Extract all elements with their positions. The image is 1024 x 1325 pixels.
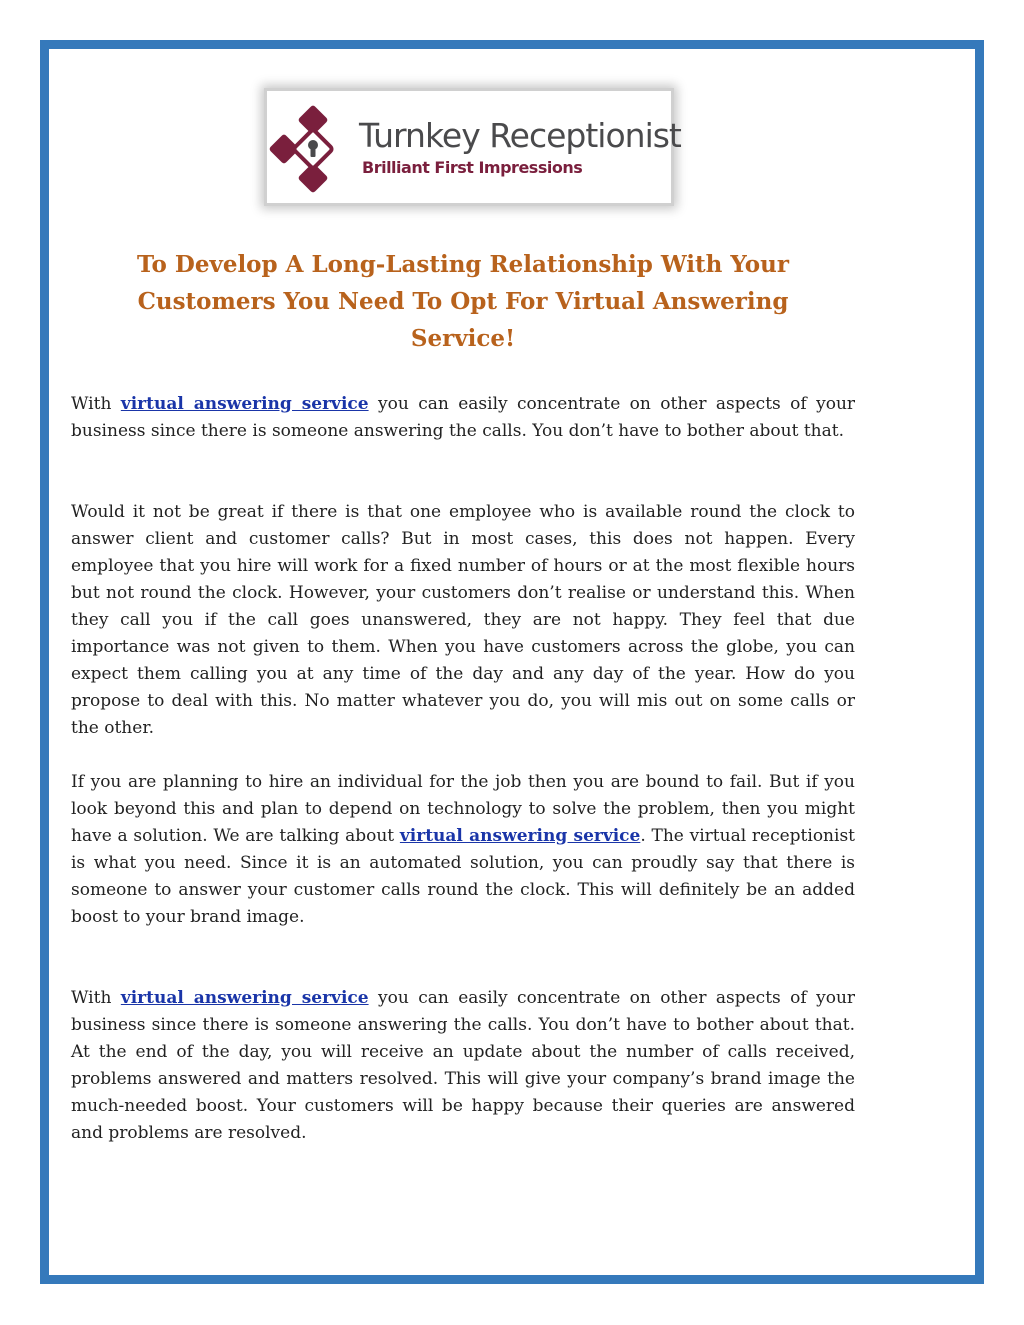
paragraph-text: If you are planning to hire an individual for the job then you are bound to fail. But if you look beyond this and plan to depend on technology to solve the problem, then you might have a solution. We are talking about <box>71 772 855 846</box>
paragraph-1 <box>71 391 855 445</box>
logo-tagline: Brilliant First Impressions <box>362 158 583 177</box>
paragraph-text: . The virtual receptionist is what you need. Since it is an automated solution, you can proudly say that there is someone to answer your customer calls round the clock. This will definitely be an added boost to your brand image. <box>71 826 855 927</box>
paragraph-3 <box>71 769 855 931</box>
article-headline: To Develop A Long-Lasting Relationship With Your Customers You Need To Opt For Virtual Answering Service! <box>137 251 789 352</box>
paragraph-4 <box>71 985 855 1147</box>
virtual-answering-service-link[interactable]: virtual answering service <box>399 826 641 846</box>
paragraph-text: With <box>71 988 112 1008</box>
keyhole-diamonds-icon <box>267 103 367 203</box>
paragraph-2: Would it not be great if there is that one employee who is available round the clock to answer client and customer calls? But in most cases, this does not happen. Every employee that you hire will work for a fixed number of hours or at the most flexible hours but not round the clock. However, your customers don’t realise or understand this. When they call you if the call goes unanswered, they are not happy. They feel that due importance was not given to them. When you have customers across the globe, you can expect them calling you at any time of the day and any day of the year. How do you propose to deal with this. No matter whatever you do, you will mis out on some calls or the other. <box>71 502 855 738</box>
virtual-answering-service-link[interactable]: virtual answering service <box>120 988 369 1008</box>
company-logo <box>264 88 681 206</box>
logo-name: Turnkey Receptionist <box>359 116 681 155</box>
virtual-answering-service-link[interactable]: virtual answering service <box>120 394 369 414</box>
paragraph-text: you can easily concentrate on other aspects of your business since there is someone answering the calls. You don’t have to bother about that. At the end of the day, you will receive an update about the number of calls received, problems answered and matters resolved. This will give your company’s brand image the much-needed boost. Your customers will be happy because their queries are answered and problems are resolved. <box>71 988 856 1143</box>
paragraph-text: With <box>71 394 112 414</box>
paragraph-text: you can easily concentrate on other aspects of your business since there is someone answering the calls. You don’t have to bother about that. <box>71 394 856 441</box>
